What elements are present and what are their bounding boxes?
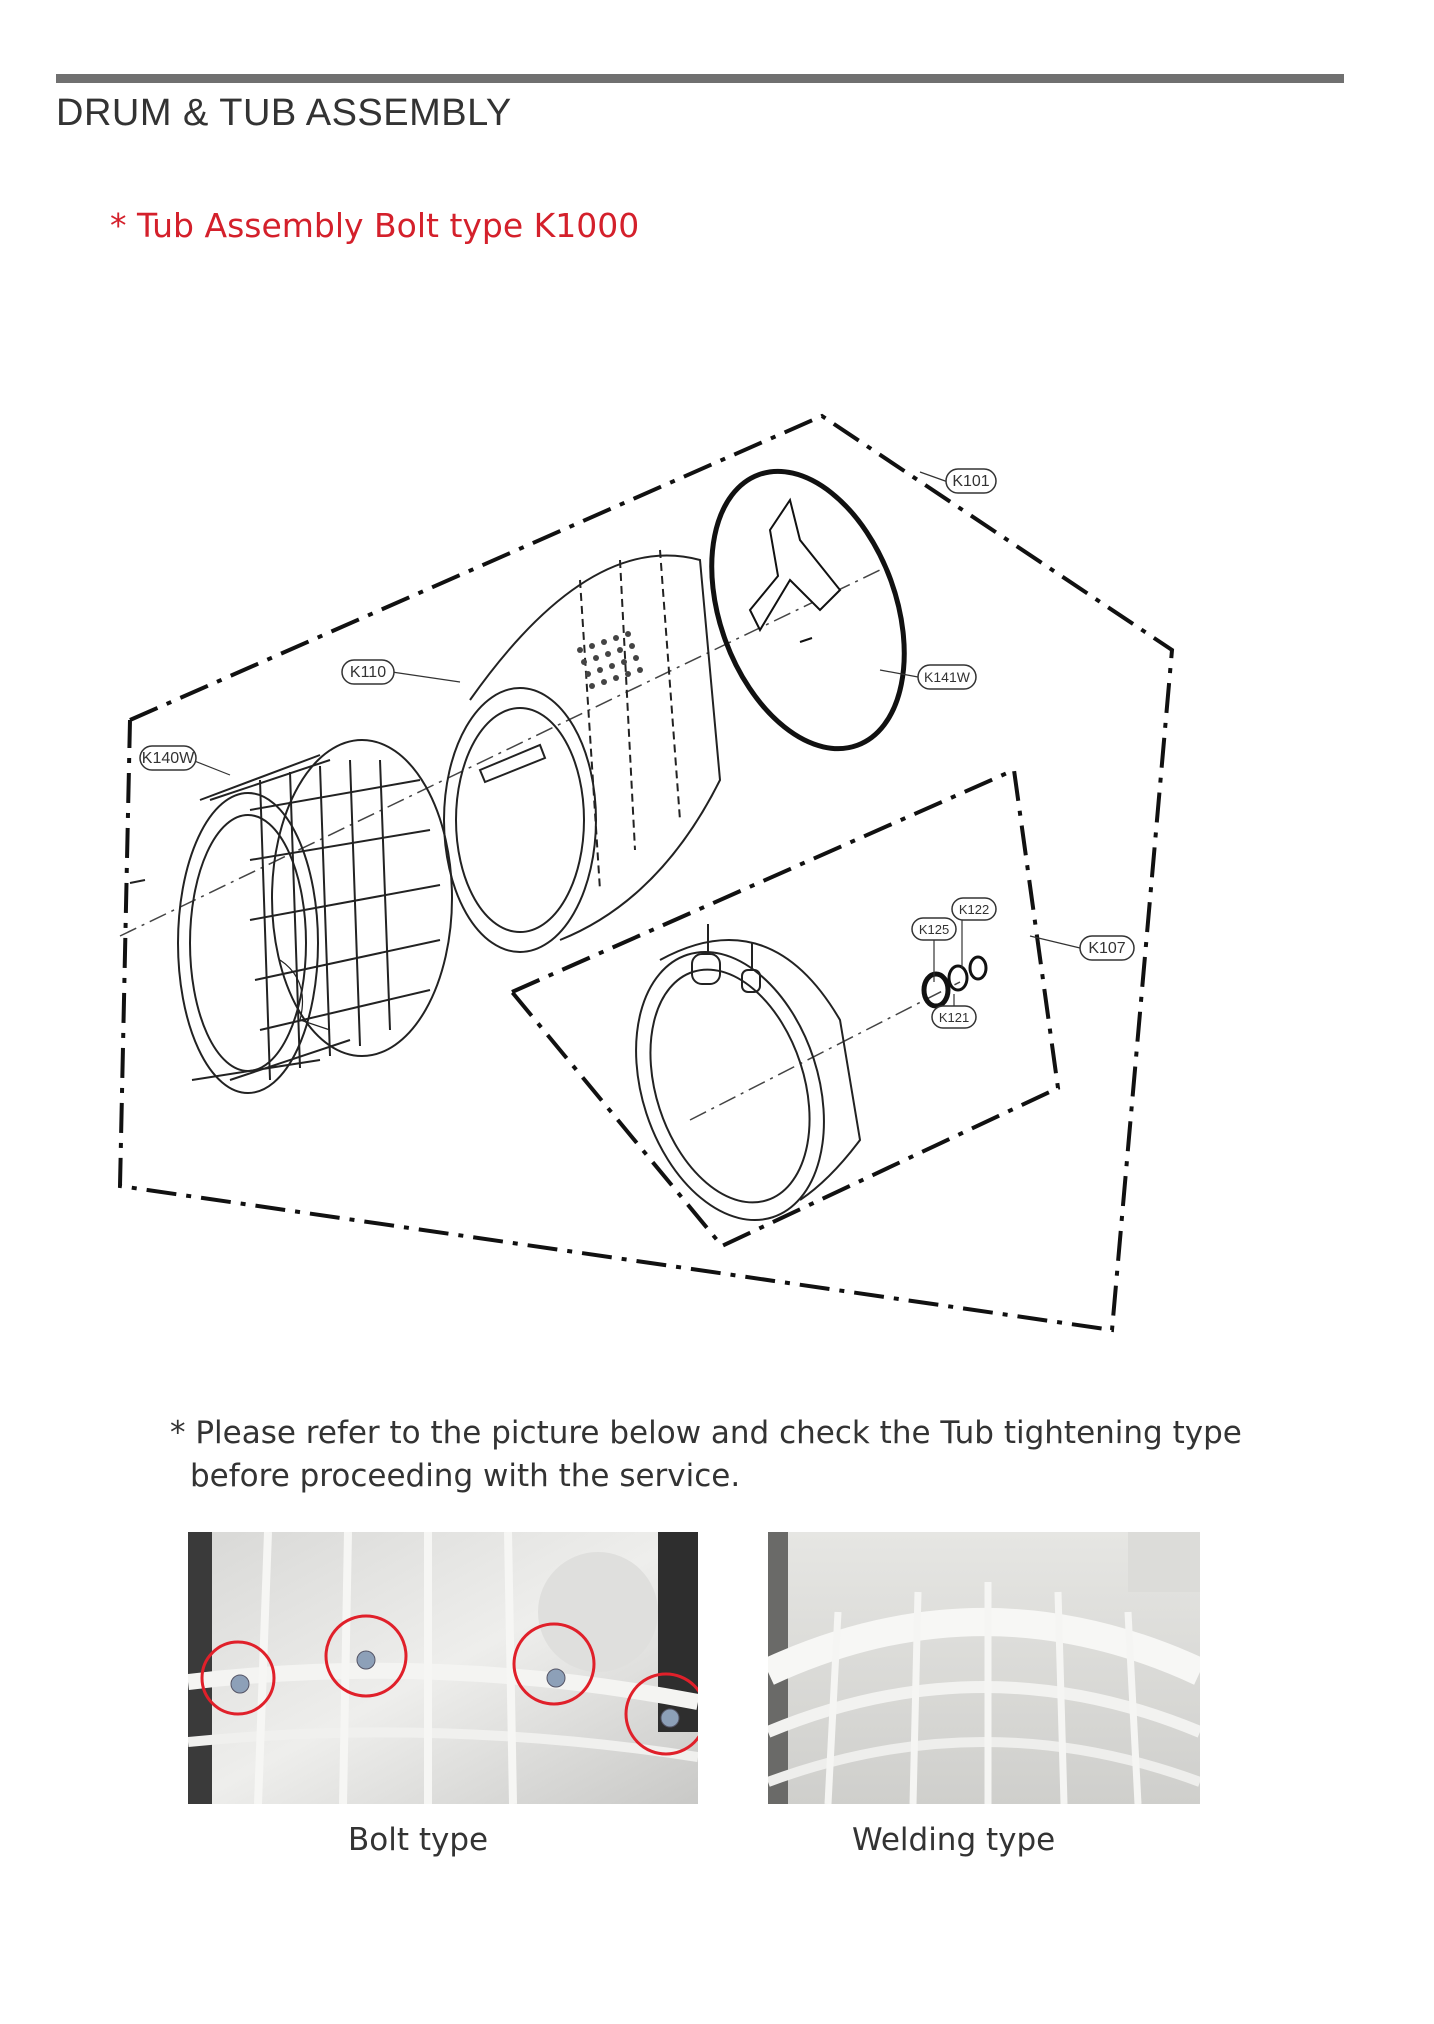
svg-text:K122: K122: [958, 902, 990, 917]
drum-k110: [444, 550, 720, 952]
part-label-k107: [1080, 936, 1134, 960]
exploded-diagram: [0, 380, 1434, 1360]
part-label-k121: [932, 1006, 976, 1028]
drum-perforation: [577, 631, 643, 689]
svg-text:K107: K107: [1088, 940, 1126, 957]
welding-type-photo: [768, 1532, 1200, 1804]
part-label-k101: [946, 469, 996, 493]
svg-text:K101: K101: [952, 473, 990, 490]
part-label-k141w: [918, 665, 976, 689]
page-title: DRUM & TUB ASSEMBLY: [56, 92, 512, 134]
section-subtitle: * Tub Assembly Bolt type K1000: [110, 206, 640, 245]
svg-text:K125: K125: [918, 922, 950, 937]
bearing-set: [924, 957, 986, 1006]
bolt-type-caption: Bolt type: [348, 1822, 489, 1858]
bolt-type-photo: [188, 1532, 698, 1804]
service-note-line1: * Please refer to the picture below and check the Tub tightening type: [170, 1415, 1242, 1451]
svg-text:K121: K121: [938, 1010, 970, 1025]
part-label-k110: [342, 660, 394, 684]
svg-text:K140W: K140W: [141, 750, 195, 767]
rear-axis: [690, 982, 960, 1120]
part-label-k125: [912, 918, 956, 940]
assembly-boundary-k107: [512, 770, 1058, 1246]
svg-text:K110: K110: [349, 664, 387, 681]
rear-tub-k107: [604, 924, 860, 1244]
front-tub-k140w: [130, 740, 452, 1093]
header-rule: [56, 74, 1344, 83]
service-note-line2: before proceeding with the service.: [190, 1458, 741, 1494]
service-note: [170, 1412, 1242, 1498]
assembly-boundary-k101: [120, 416, 1172, 1330]
part-label-k122: [952, 898, 996, 920]
svg-text:K141W: K141W: [924, 669, 970, 685]
welding-type-caption: Welding type: [852, 1822, 1056, 1858]
part-label-k140w: [140, 746, 196, 770]
